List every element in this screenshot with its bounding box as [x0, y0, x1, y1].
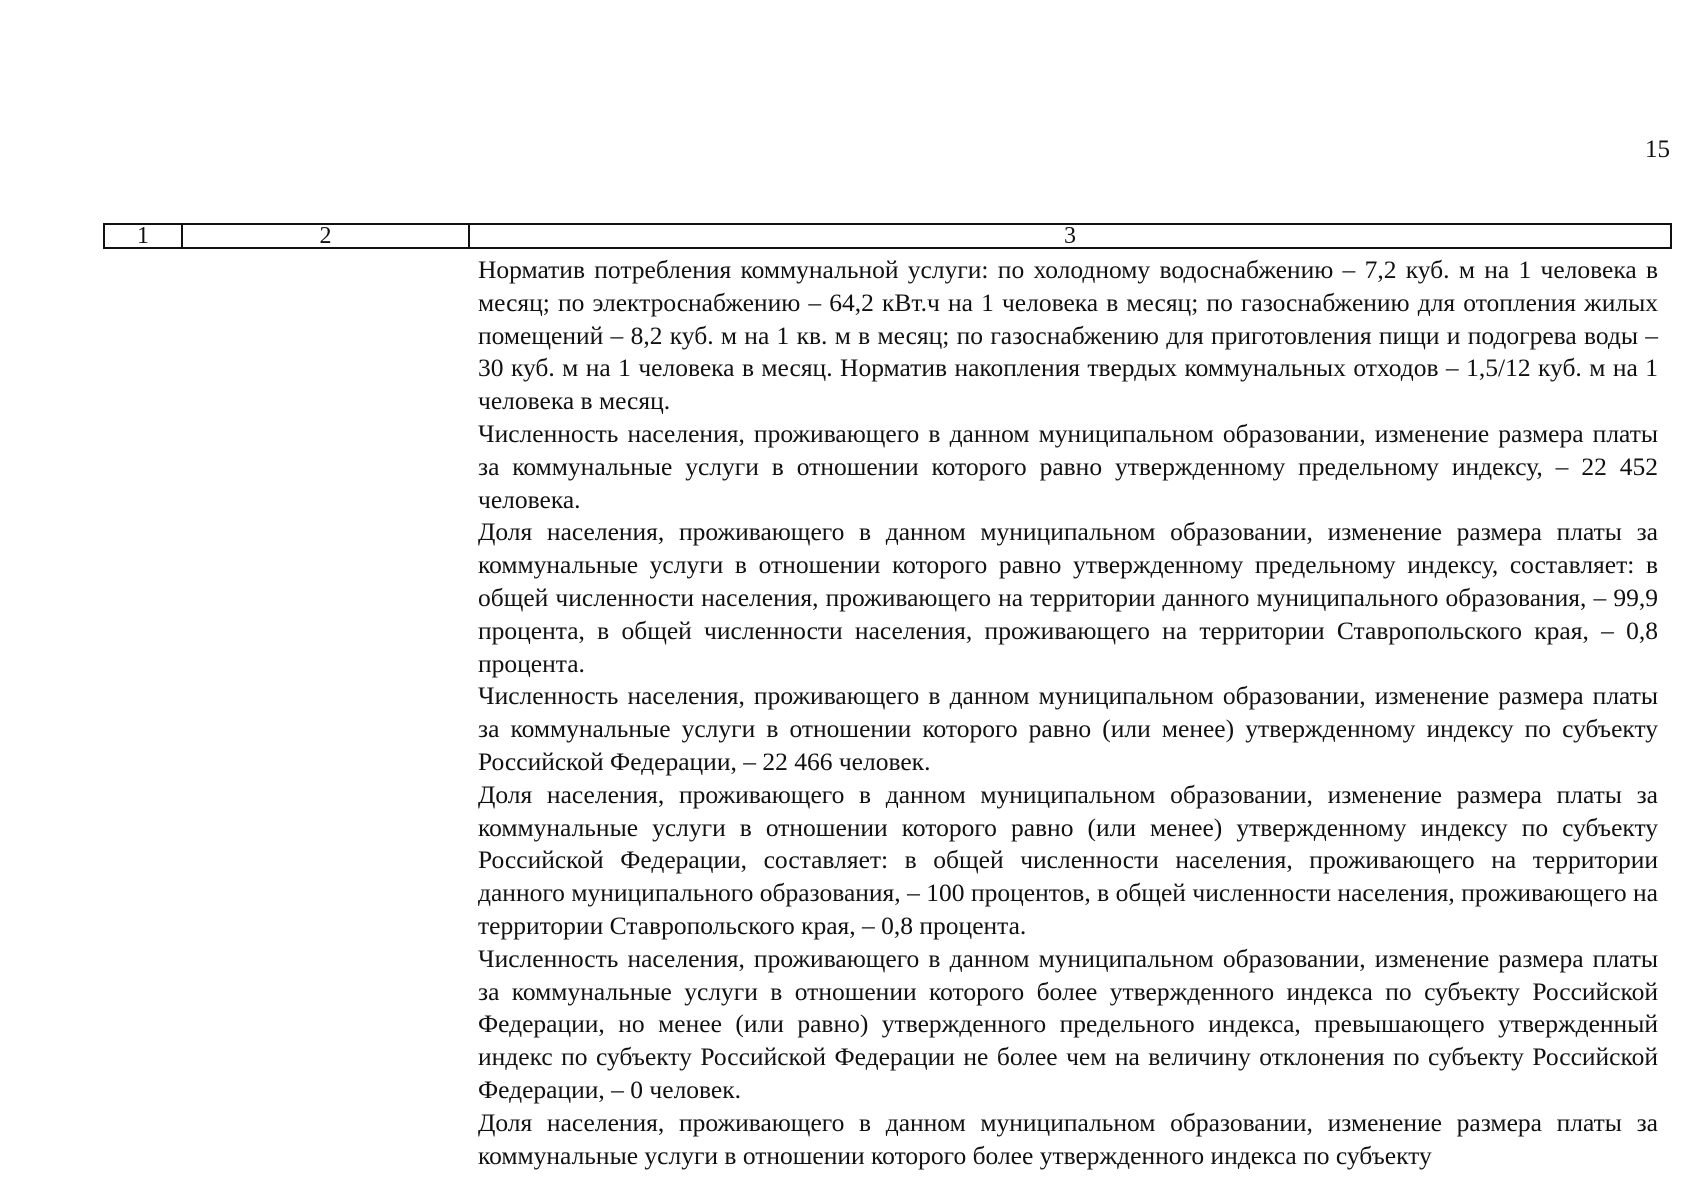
paragraph-share-above-regional-index: Доля населения, проживающего в данном муниципальном образовании, изменение размера платы за коммунальные услуги в отношении которого более утвержденного индекса по субъекту [478, 1107, 1658, 1170]
paragraph-population-equal-limit-index: Численность населения, проживающего в данном муниципальном образовании, изменение размера платы за коммунальные услуги в отношении которого равно утвержденному предельному индексу, – 22 452 человека. [478, 418, 1658, 514]
table-header-col-2: 2 [183, 225, 470, 247]
paragraph-population-above-regional-index: Численность населения, проживающего в данном муниципальном образовании, изменение размера платы за коммунальные услуги в отношении которого более утвержденного индекса по субъекту Российской Федерации, но менее (или равно) утвержденного предельного индекса, превышающего утвержденный индекс по субъекту Российской Федерации не более чем на величину отклонения по субъекту Российской Федерации, – 0 человек. [478, 943, 1658, 1104]
paragraph-share-equal-or-less-regional-index: Доля населения, проживающего в данном муниципальном образовании, изменение размера платы за коммунальные услуги в отношении которого равно (или менее) утвержденному индексу по субъекту Российской Федерации, составляет: в общей численности населения, проживающего на территории данного муниципального образования, – 100 процентов, в общей численности населения, проживающего на территории Ставропольского края, – 0,8 процента. [478, 779, 1658, 940]
page-number: 15 [1645, 136, 1670, 163]
table-header-row [103, 223, 1672, 249]
paragraph-share-equal-limit-index: Доля населения, проживающего в данном муниципальном образовании, изменение размера платы за коммунальные услуги в отношении которого равно утвержденному предельному индексу, составляет: в общей численности населения, проживающего на территории данного муниципального образования, – 99,9 процента, в общей численности населения, проживающего на территории Ставропольского края, – 0,8 процента. [478, 517, 1658, 678]
table-cell-col-3-content [478, 254, 1658, 1172]
paragraph-population-equal-or-less-regional-index: Численность населения, проживающего в данном муниципальном образовании, изменение размера платы за коммунальные услуги в отношении которого равно (или менее) утвержденному индексу по субъекту Российской Федерации, – 22 466 человек. [478, 681, 1658, 776]
table-header-col-3: 3 [1064, 223, 1076, 249]
paragraph-consumption-norms: Норматив потребления коммунальной услуги: по холодному водоснабжению – 7,2 куб. м на 1 человека в месяц; по электроснабжению – 64,2 кВт.ч на 1 человека в месяц; по газоснабжению для отопления жилых помещений – 8,2 куб. м на 1 кв. м в месяц; по газоснабжению для приготовления пищи и подогрева воды – 30 куб. м на 1 человека в месяц. Норматив накопления твердых коммунальных отходов – 1,5/12 куб. м на 1 человека в месяц. [478, 255, 1658, 416]
table-header-col-1: 1 [105, 225, 183, 247]
